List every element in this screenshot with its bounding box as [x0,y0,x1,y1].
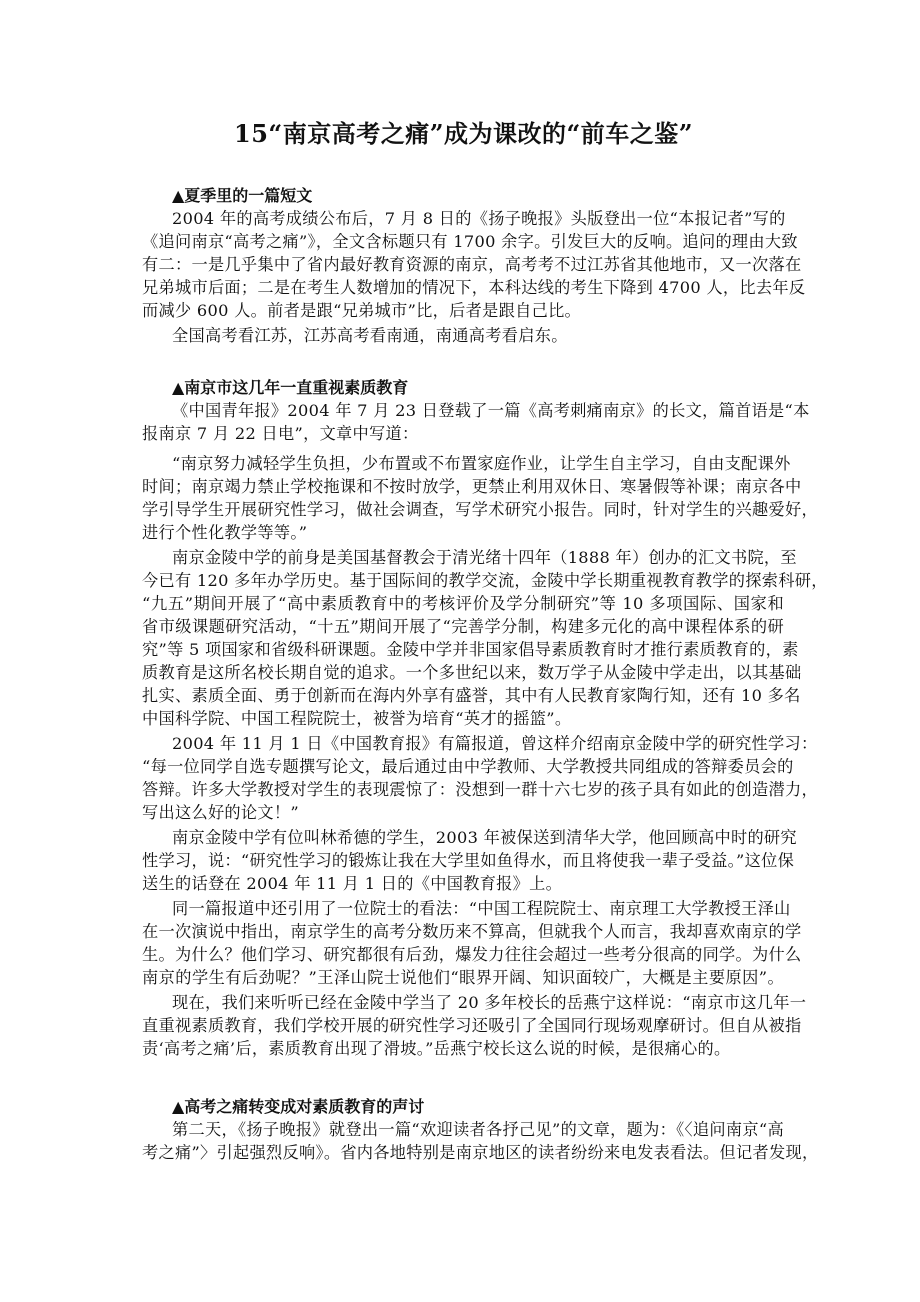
section-heading-criticism: ▲高考之痛转变成对素质教育的声讨 [172,1097,425,1116]
paragraph-line: 生。为什么？他们学习、研究都很有后劲，爆发力往往会超过一些考分很高的同学。为什么 [142,945,802,964]
paragraph-line: 2004 年 11 月 1 日《中国教育报》有篇报道，曾这样介绍南京金陵中学的研究性学习： [172,734,818,753]
paragraph-line: “南京努力减轻学生负担，少布置或不布置家庭作业，让学生自主学习，自由支配课外 [172,454,791,473]
paragraph-line: 在一次演说中指出，南京学生的高考分数历来不算高，但就我个人而言，我却喜欢南京的学 [142,922,802,941]
paragraph-line: 南京的学生有后劲呢？”王泽山院士说他们“眼界开阔、知识面较广，大概是主要原因”。 [142,968,784,987]
paragraph-line: “每一位同学自选专题撰写论文，最后通过由中学教师、大学教授共同组成的答辩委员会的 [142,757,794,776]
paragraph-line: 同一篇报道中还引用了一位院士的看法：“中国工程院院士、南京理工大学教授王泽山 [172,899,791,918]
paragraph-line: 现在，我们来听听已经在金陵中学当了 20 多年校长的岳燕宁这样说：“南京市这几年一 [172,993,807,1012]
section-heading-quality-education: ▲南京市这几年一直重视素质教育 [172,378,409,397]
paragraph-line: 今已有 120 多年办学历史。基于国际间的教学交流，金陵中学长期重视教育教学的探索科研， [142,571,828,590]
paragraph-line: 答辩。许多大学教授对学生的表现震惊了：没想到一群十六七岁的孩子具有如此的创造潜力， [142,780,818,799]
paragraph-line: “九五”期间开展了“高中素质教育中的考核评价及学分制研究”等 10 多项国际、国家和 [142,594,784,613]
paragraph-line: 质教育是这所名校长期自觉的追求。一个多世纪以来，数万学子从金陵中学走出，以其基础 [142,663,802,682]
paragraph-line: 究”等 5 项国家和省级科研课题。金陵中学并非国家倡导素质教育时才推行素质教育的，素 [142,640,799,659]
paragraph-line: 时间；南京竭力禁止学校拖课和不按时放学，更禁止利用双休日、寒暑假等补课；南京各中 [142,477,802,496]
paragraph-line: 省市级课题研究活动，“十五”期间开展了“完善学分制，构建多元化的高中课程体系的研 [142,617,784,636]
paragraph-line: 扎实、素质全面、勇于创新而在海内外享有盛誉，其中有人民教育家陶行知，还有 10 多名 [142,686,801,705]
paragraph-line: 责‘高考之痛’后，素质教育出现了滑坡。”岳燕宁校长这么说的时候，是很痛心的。 [142,1039,731,1058]
paragraph-line: 学引导学生开展研究性学习，做社会调查，写学术研究小报告。同时，针对学生的兴趣爱好， [142,500,818,519]
paragraph-line: 性学习，说：“研究性学习的锻炼让我在大学里如鱼得水，而且将使我一辈子受益。”这位保 [142,851,795,870]
paragraph-line: 中国科学院、中国工程院院士，被誉为培育“英才的摇篮”。 [142,709,572,728]
paragraph-line: 南京金陵中学的前身是美国基督教会于清光绪十四年（1888 年）创办的汇文书院，至 [172,548,797,567]
paragraph-line: 直重视素质教育，我们学校开展的研究性学习还吸引了全国同行现场观摩研讨。但自从被指 [142,1016,802,1035]
paragraph-line: 兄弟城市后面；二是在考生人数增加的情况下，本科达线的考生下降到 4700 人，比去年反 [142,278,806,297]
paragraph-line: 考之痛”〉引起强烈反响》。省内各地特别是南京地区的读者纷纷来电发表看法。但记者发现， [142,1143,819,1162]
paragraph-line: 《中国青年报》2004 年 7 月 23 日登载了一篇《高考刺痛南京》的长文，篇首语是“本 [172,401,810,420]
paragraph-line: 2004 年的高考成绩公布后，7 月 8 日的《扬子晚报》头版登出一位“本报记者”写的 [172,209,786,228]
paragraph-line: 送生的话登在 2004 年 11 月 1 日的《中国教育报》上。 [142,874,563,893]
paragraph-line: 《追问南京“高考之痛”》，全文含标题只有 1700 余字。引发巨大的反响。追问的理由大致 [142,232,798,251]
paragraph-line: 全国高考看江苏，江苏高考看南通，南通高考看启东。 [172,326,568,345]
paragraph-line: 而减少 600 人。前者是跟“兄弟城市”比，后者是跟自己比。 [142,301,582,320]
document-title: 15“南京高考之痛”成为课改的“前车之鉴” [234,119,694,148]
paragraph-line: 报南京 7 月 22 日电”，文章中写道： [142,424,419,443]
paragraph-line: 写出这么好的论文！” [142,803,299,822]
paragraph-line: 进行个性化教学等等。” [142,523,308,542]
section-heading-summer-article: ▲夏季里的一篇短文 [172,186,313,205]
paragraph-line: 第二天，《扬子晚报》就登出一篇“欢迎读者各抒己见”的文章，题为：《〈追问南京“高 [172,1120,784,1139]
paragraph-line: 南京金陵中学有位叫林希德的学生，2003 年被保送到清华大学，他回顾高中时的研究 [172,828,797,847]
paragraph-line: 有二：一是几乎集中了省内最好教育资源的南京，高考考不过江苏省其他地市，又一次落在 [142,255,802,274]
